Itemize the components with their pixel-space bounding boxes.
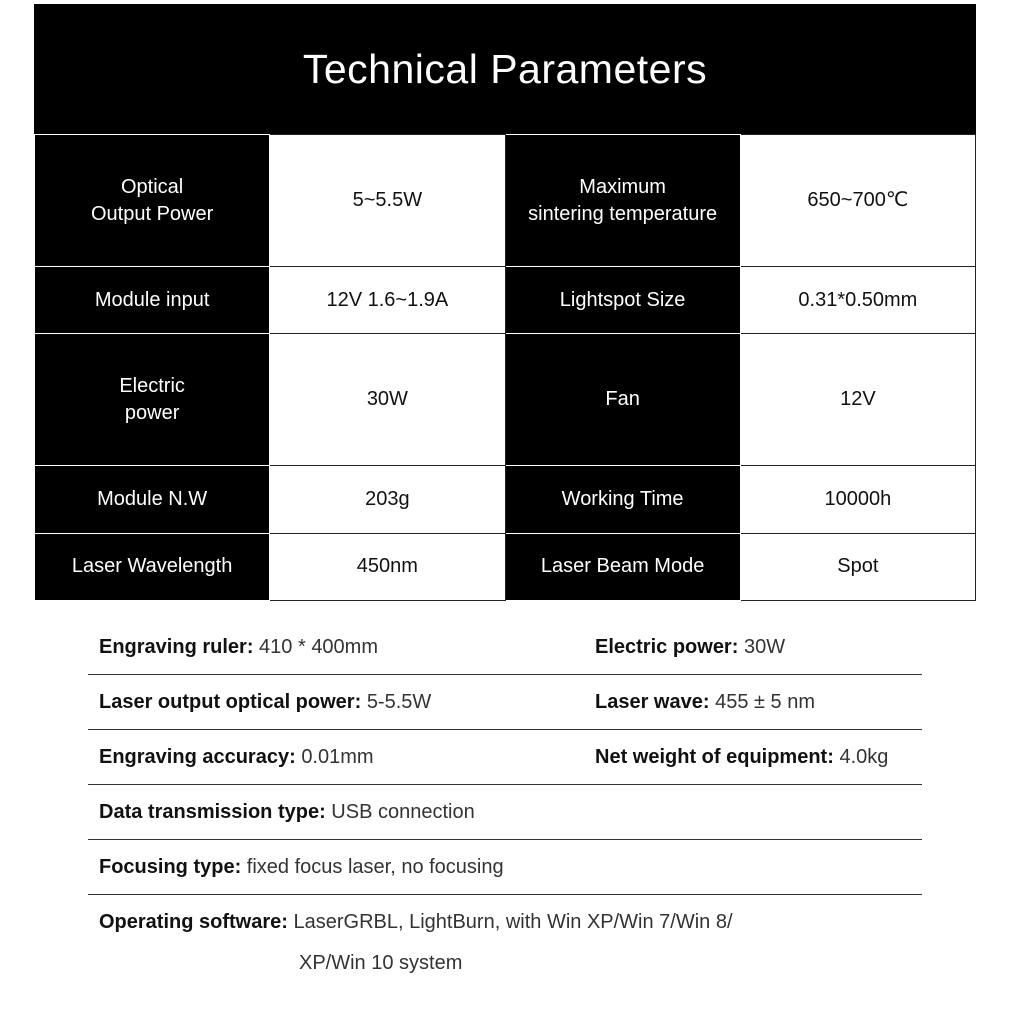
param-value: 0.31*0.50mm	[740, 267, 975, 334]
table-row	[35, 267, 976, 334]
spec-row	[88, 840, 922, 895]
spec-value: 0.01mm	[301, 746, 374, 768]
param-value: 203g	[270, 466, 505, 533]
param-value: Spot	[740, 533, 975, 600]
spec-laser-output	[99, 691, 431, 714]
table-row	[35, 135, 976, 267]
spec-row	[88, 675, 922, 730]
param-value: 5~5.5W	[270, 135, 505, 267]
spec-list	[88, 620, 922, 985]
param-label: Working Time	[505, 466, 740, 533]
spec-value: 410 * 400mm	[259, 636, 379, 658]
spec-label: Engraving accuracy:	[99, 746, 296, 768]
spec-net-weight	[595, 746, 888, 769]
spec-engraving-ruler	[99, 636, 378, 659]
param-label: Module N.W	[35, 466, 270, 533]
spec-laser-wave	[595, 691, 815, 714]
param-value: 12V	[740, 334, 975, 466]
spec-label: Operating software:	[99, 911, 288, 933]
spec-operating-software	[99, 911, 733, 934]
spec-row	[88, 620, 922, 675]
table-row	[35, 466, 976, 533]
spec-label: Data transmission type:	[99, 801, 326, 823]
spec-focusing-type	[99, 856, 504, 879]
spec-label: Engraving ruler:	[99, 636, 254, 658]
table-row	[35, 334, 976, 466]
param-value: 450nm	[270, 533, 505, 600]
spec-value: fixed focus laser, no focusing	[246, 856, 504, 878]
spec-label: Net weight of equipment:	[595, 746, 834, 768]
spec-label: Laser output optical power:	[99, 691, 362, 713]
spec-data-transmission	[99, 801, 475, 824]
spec-electric-power	[595, 636, 785, 659]
param-value: 12V 1.6~1.9A	[270, 267, 505, 334]
spec-row	[88, 730, 922, 785]
spec-value: USB connection	[331, 801, 475, 823]
param-label: Fan	[505, 334, 740, 466]
param-value: 10000h	[740, 466, 975, 533]
spec-value-continuation: XP/Win 10 system	[299, 952, 463, 974]
spec-label: Electric power:	[595, 636, 739, 658]
spec-value: 5-5.5W	[366, 691, 432, 713]
spec-value: 455 ± 5 nm	[715, 691, 815, 713]
spec-row	[88, 895, 922, 985]
spec-row	[88, 785, 922, 840]
param-label: Electric power	[35, 334, 270, 466]
param-value: 30W	[270, 334, 505, 466]
table-row	[35, 533, 976, 600]
spec-value: 30W	[743, 636, 786, 658]
parameters-table	[34, 134, 976, 601]
page-title: Technical Parameters	[34, 4, 976, 134]
param-label: Maximum sintering temperature	[505, 135, 740, 267]
param-label: Module input	[35, 267, 270, 334]
spec-value: LaserGRBL, LightBurn, with Win XP/Win 7/Win 8/	[293, 911, 733, 933]
param-label: Optical Output Power	[35, 135, 270, 267]
spec-label: Focusing type:	[99, 856, 242, 878]
param-label: Lightspot Size	[505, 267, 740, 334]
spec-value: 4.0kg	[839, 746, 889, 768]
param-value: 650~700℃	[740, 135, 975, 267]
spec-engraving-accuracy	[99, 746, 374, 769]
spec-label: Laser wave:	[595, 691, 710, 713]
param-label: Laser Beam Mode	[505, 533, 740, 600]
param-label: Laser Wavelength	[35, 533, 270, 600]
